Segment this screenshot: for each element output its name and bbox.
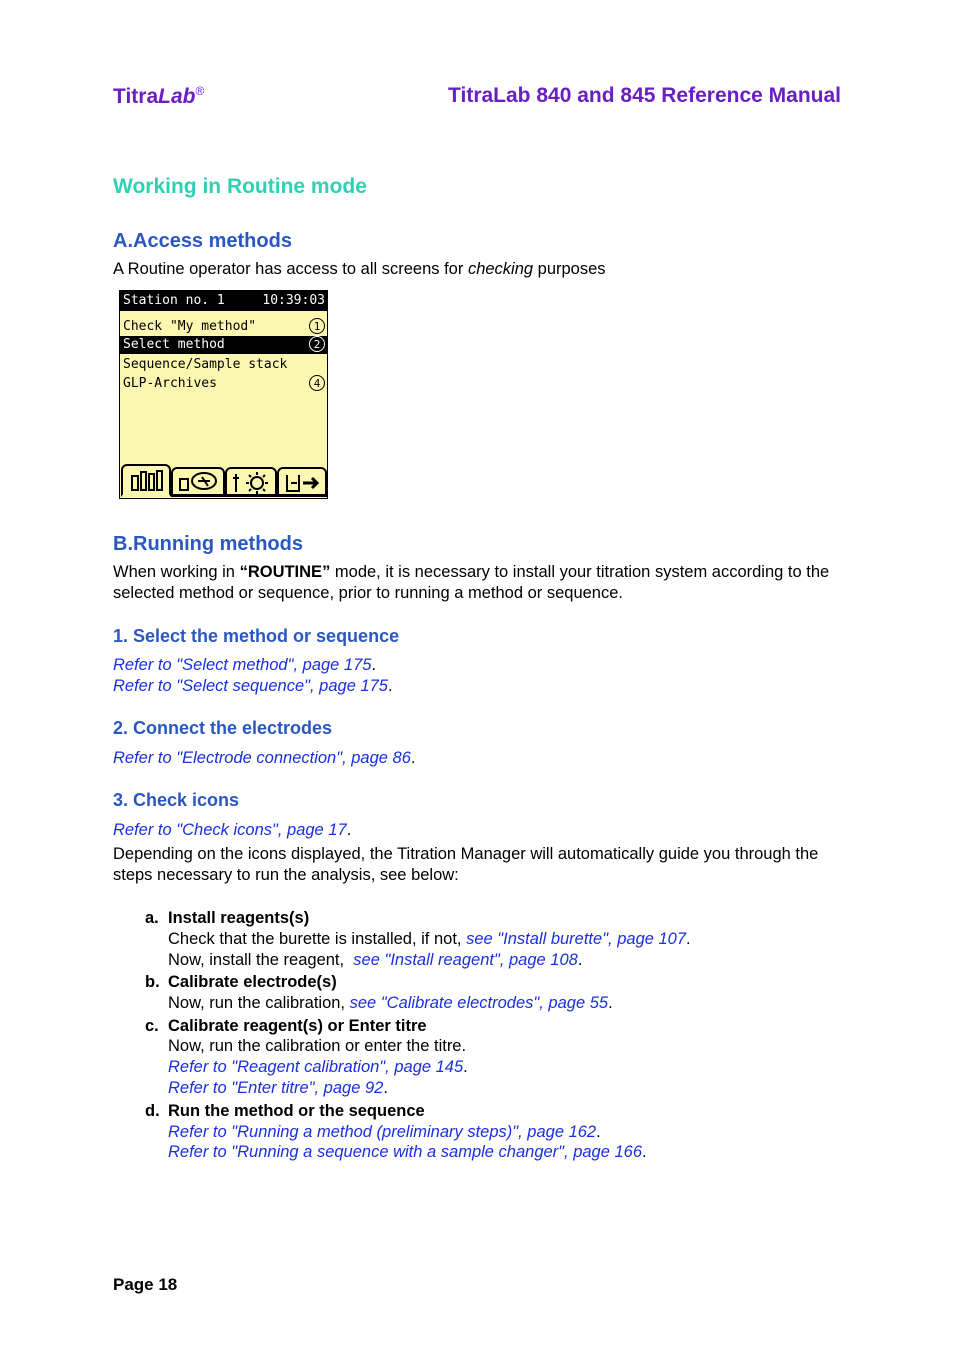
link-select-method[interactable]: Refer to "Select method", page 175: [113, 656, 372, 674]
list-item-b-title: b. Calibrate electrode(s): [145, 973, 337, 991]
list-item-a-title: a. Install reagents(s): [145, 909, 310, 927]
list-item-a-line2: Now, install the reagent, see "Install reagent", page 108.: [168, 951, 583, 969]
step-3-text: Depending on the icons displayed, the Titration Manager will automatically guide you through the steps necessary to run the analysis, see below:: [113, 845, 819, 884]
section-b-heading: B.Running methods: [113, 533, 303, 555]
list-item-c-line3: Refer to "Enter titre", page 92.: [168, 1079, 388, 1097]
screen-header: [120, 291, 327, 311]
link-install-burette[interactable]: see "Install burette", page 107: [466, 930, 687, 948]
menu-item-sequence[interactable]: Sequence/Sample stack: [123, 357, 288, 372]
link-running-method[interactable]: Refer to "Running a method (preliminary steps)", page 162: [168, 1123, 597, 1141]
settings-tab-icon[interactable]: [225, 467, 277, 497]
page-number: Page 18: [113, 1275, 178, 1294]
exit-tab-icon[interactable]: [277, 467, 327, 497]
step-3-link: Refer to "Check icons", page 17.: [113, 821, 352, 839]
list-item-c-line2: Refer to "Reagent calibration", page 145.: [168, 1058, 468, 1076]
step-3-heading: 3. Check icons: [113, 790, 240, 810]
step-1-links: Refer to "Select method", page 175. Refer to "Select sequence", page 175.: [113, 656, 393, 695]
link-check-icons[interactable]: Refer to "Check icons", page 17: [113, 821, 347, 839]
step-2-heading: 2. Connect the electrodes: [113, 718, 333, 738]
clock: 10:39:03: [262, 293, 325, 308]
screen-tabs: [120, 464, 327, 498]
list-item-a-line1: Check that the burette is installed, if not, see "Install burette", page 107.: [168, 930, 691, 948]
device-screen: [119, 290, 328, 499]
list-item-c-title: c. Calibrate reagent(s) or Enter titre: [145, 1017, 427, 1035]
list-item-d-line2: Refer to "Running a sequence with a sample changer", page 166.: [168, 1143, 647, 1161]
link-enter-titre[interactable]: Refer to "Enter titre", page 92: [168, 1079, 384, 1097]
link-select-sequence[interactable]: Refer to "Select sequence", page 175: [113, 677, 388, 695]
section-a-text: A Routine operator has access to all screens for checking purposes: [113, 260, 606, 278]
electrode-tab-icon[interactable]: [171, 467, 225, 497]
link-electrode-connection[interactable]: Refer to "Electrode connection", page 86: [113, 749, 411, 767]
list-item-b-line1: Now, run the calibration, see "Calibrate electrodes", page 55.: [168, 994, 613, 1012]
document-title: TitraLab 840 and 845 Reference Manual: [448, 84, 841, 107]
link-install-reagent[interactable]: see "Install reagent", page 108: [353, 951, 578, 969]
list-item-d-title: d. Run the method or the sequence: [145, 1102, 425, 1120]
step-2-links: Refer to "Electrode connection", page 86.: [113, 749, 416, 767]
section-b-text: When working in “ROUTINE” mode, it is necessary to install your titration system according to the selected method or sequence, prior to running a method or sequence.: [113, 563, 830, 602]
link-running-sequence[interactable]: Refer to "Running a sequence with a sample changer", page 166: [168, 1143, 643, 1161]
menu-item-select-method[interactable]: Select method 2: [120, 336, 327, 354]
key-2-icon: 2: [309, 336, 325, 352]
brand-logo: TitraLab®: [113, 84, 205, 108]
key-1-icon: 1: [309, 318, 325, 334]
list-item-c-line1: Now, run the calibration or enter the titre.: [168, 1037, 467, 1055]
key-4-icon: 4: [309, 375, 325, 391]
menu-item-check-method[interactable]: Check "My method" 1: [120, 318, 327, 336]
step-1-heading: 1. Select the method or sequence: [113, 626, 400, 646]
list-item-d-line1: Refer to "Running a method (preliminary steps)", page 162.: [168, 1123, 601, 1141]
station-label: Station no. 1: [123, 293, 225, 308]
section-a-heading: A.Access methods: [113, 230, 292, 252]
menu-item-glp-archives[interactable]: GLP-Archives 4: [120, 375, 327, 393]
link-reagent-calibration[interactable]: Refer to "Reagent calibration", page 145: [168, 1058, 464, 1076]
method-tab-icon[interactable]: [121, 464, 171, 497]
page-heading: Working in Routine mode: [113, 175, 367, 198]
link-calibrate-electrodes[interactable]: see "Calibrate electrodes", page 55: [349, 994, 609, 1012]
